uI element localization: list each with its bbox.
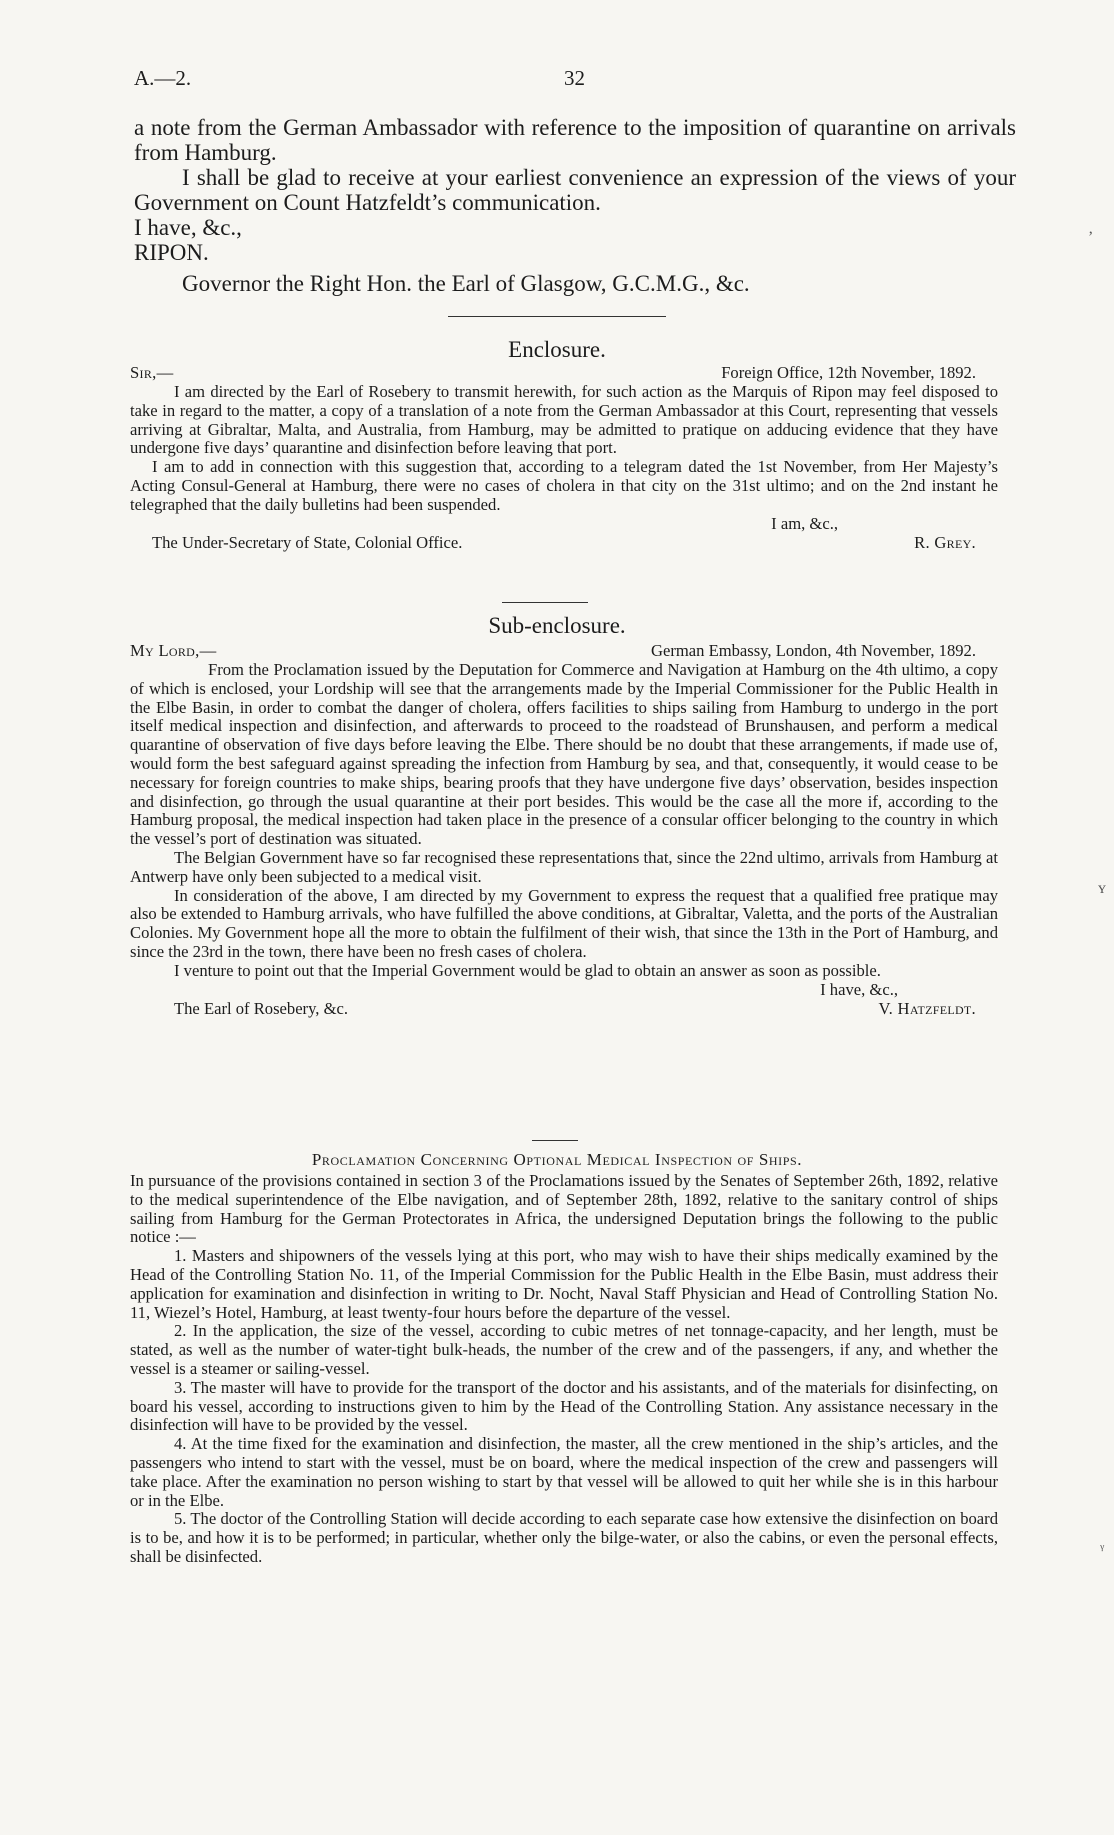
enclosure-place-date: Foreign Office, 12th November, 1892. bbox=[721, 363, 976, 382]
sub-enclosure-place-date: German Embassy, London, 4th November, 1892. bbox=[650, 641, 976, 660]
page-header bbox=[134, 66, 1014, 96]
letter-paragraph: I shall be glad to receive at your earliest convenience an expression of the views of your Government on Count Hatzfeldt’s communication. bbox=[134, 165, 1016, 215]
sub-enclosure-salutation: My Lord,— bbox=[130, 641, 217, 660]
enclosure-addressee: The Under-Secretary of State, Colonial Office. bbox=[152, 532, 463, 552]
letter-addressee: Governor the Right Hon. the Earl of Glasgow, G.C.M.G., &c. bbox=[182, 271, 750, 296]
section-divider bbox=[532, 1140, 578, 1141]
enclosure-paragraph: I am to add in connection with this suggestion that, according to a telegram dated the 1st November, from Her Majesty’s Acting Consul-General at Hamburg, there were no cases of cholera in that city on the 31st ultimo; and on the 2nd instant he telegraphed that the daily bulletins had been suspended. bbox=[130, 457, 998, 514]
sub-enclosure-closing: I have, &c., bbox=[820, 979, 898, 999]
sub-enclosure-heading: Sub-enclosure. bbox=[488, 613, 626, 638]
margin-mark-icon: ᵧ bbox=[1100, 1535, 1105, 1552]
proclamation-item: 4. At the time fixed for the examination and disinfection, the master, all the crew mentioned in the ship’s articles, and the passengers who intend to start with the vessel, must be on board, where the medical inspection of the crew and passengers will take place. After the examination no person wishing to start by that vessel will be allowed to quit her while she is in this harbour or in the Elbe. bbox=[130, 1434, 998, 1510]
proclamation-body bbox=[130, 1172, 998, 1567]
cover-letter bbox=[134, 115, 1016, 296]
proclamation-item: 5. The doctor of the Controlling Station will decide according to each separate case how extensive the disinfection on board is to be, and how it is to be performed; in particular, whether only the bilge-water, or also the cabins, or even the personal effects, shall be disinfected. bbox=[130, 1509, 998, 1566]
sub-enclosure-paragraph: I venture to point out that the Imperial Government would be glad to obtain an answer as soon as possible. bbox=[174, 960, 881, 980]
sub-enclosure-signature: V. Hatzfeldt. bbox=[878, 998, 976, 1018]
document-reference: A.—2. bbox=[134, 66, 192, 90]
sub-enclosure-letter bbox=[130, 642, 998, 1019]
enclosure-signature: R. Grey. bbox=[914, 532, 976, 552]
sub-enclosure-addressee: The Earl of Rosebery, &c. bbox=[174, 998, 349, 1018]
proclamation-item: 3. The master will have to provide for the transport of the doctor and his assistants, and of the materials for disinfecting, on board his vessel, according to instructions given to him by the Head of the Controlling Station. Any assistance necessary in the disinfection will have to be provided by the vessel. bbox=[130, 1377, 998, 1435]
letter-closing: I have, &c., bbox=[134, 215, 242, 240]
enclosure-closing: I am, &c., bbox=[771, 513, 838, 533]
enclosure-salutation: Sir,— bbox=[130, 363, 174, 382]
proclamation-heading: Proclamation Concerning Optional Medical Inspection of Ships. bbox=[311, 1150, 803, 1169]
margin-mark-icon: ‚ bbox=[1088, 220, 1094, 237]
margin-mark-icon: ʏ bbox=[1098, 880, 1106, 897]
enclosure-letter bbox=[130, 364, 998, 553]
page-number: 32 bbox=[564, 66, 585, 90]
proclamation-item: 1. Masters and shipowners of the vessels lying at this port, who may wish to have their ships medically examined by the Head of the Controlling Station No. 11, of the Imperial Commission for the Public Health in the Elbe Basin, must address their application for examination and disinfection in writing to Dr. Nocht, Naval Staff Physician and Head of Controlling Station No. 11, Wiezel’s Hotel, Hamburg, at least twenty-four hours before the departure of the vessel. bbox=[130, 1246, 998, 1322]
enclosure-paragraph: I am directed by the Earl of Rosebery to transmit herewith, for such action as the Marquis of Ripon may feel disposed to take in regard to the matter, a copy of a translation of a note from the German Ambassador at this Court, representing that vessels arriving at Gibraltar, Malta, and Australia, from Hamburg, may be admitted to pratique on adducing evidence that they have undergone five days’ quarantine and disinfection before leaving that port. bbox=[130, 382, 998, 458]
letter-signature: RIPON. bbox=[134, 240, 209, 265]
enclosure-heading: Enclosure. bbox=[508, 337, 606, 362]
sub-enclosure-paragraph: In consideration of the above, I am directed by my Government to express the request that a qualified free pratique may also be extended to Hamburg arrivals, who have fulfilled the above conditions, at Gibraltar, Valetta, and the ports of the Australian Colonies. My Government hope all the more to obtain the fulfilment of their wish, that since the 13th in the Port of Hamburg, and since the 23rd in the town, there have been no fresh cases of cholera. bbox=[130, 885, 998, 961]
sub-enclosure-paragraph: From the Proclamation issued by the Deputation for Commerce and Navigation at Hamburg on the 4th ultimo, a copy of which is enclosed, your Lordship will see that the arrangements made by the Imperial Commissioner for the Public Health in the Elbe Basin, in order to combat the danger of cholera, offers facilities to ships sailing from Hamburg to undergo in the port itself medical inspection and disinfection, and afterwards to proceed to the roadstead of Brunshausen, and perform a medical quarantine of observation of five days before leaving the Elbe. There should be no doubt that these arrangements, if made use of, would form the best safeguard against spreading the infection from Hamburg by sea, and that, consequently, it would cease to be necessary for foreign countries to make ships, bearing proofs that they have undergone five days’ observation, besides inspection and disinfection, go through the usual quarantine at their port besides. This would be the case all the more if, according to the Hamburg proposal, the medical inspection had taken place in the presence of a consular officer belonging to the country in which the vessel’s port of destination was situated. bbox=[130, 660, 998, 849]
section-divider bbox=[502, 602, 588, 603]
letter-paragraph: a note from the German Ambassador with reference to the imposition of quarantine on arrivals from Hamburg. bbox=[134, 115, 1016, 165]
section-divider bbox=[448, 316, 666, 317]
proclamation-item: 2. In the application, the size of the vessel, according to cubic metres of net tonnage-capacity, and her length, must be stated, as well as the number of water-tight bulk-heads, the number of the crew and of the passengers, if any, and whether the vessel is a steamer or sailing-vessel. bbox=[130, 1321, 998, 1378]
sub-enclosure-paragraph: The Belgian Government have so far recognised these representations that, since the 22nd ultimo, arrivals from Hamburg at Antwerp have only been subjected to a medical visit. bbox=[130, 847, 998, 886]
proclamation-intro: In pursuance of the provisions contained in section 3 of the Proclamations issued by the Senates of September 26th, 1892, relative to the medical superintendence of the Elbe navigation, and of September 28th, 1892, relative to the sanitary control of ships sailing from Hamburg for the German Protectorates in Africa, the undersigned Deputation brings the following to the public notice :— bbox=[130, 1171, 998, 1247]
